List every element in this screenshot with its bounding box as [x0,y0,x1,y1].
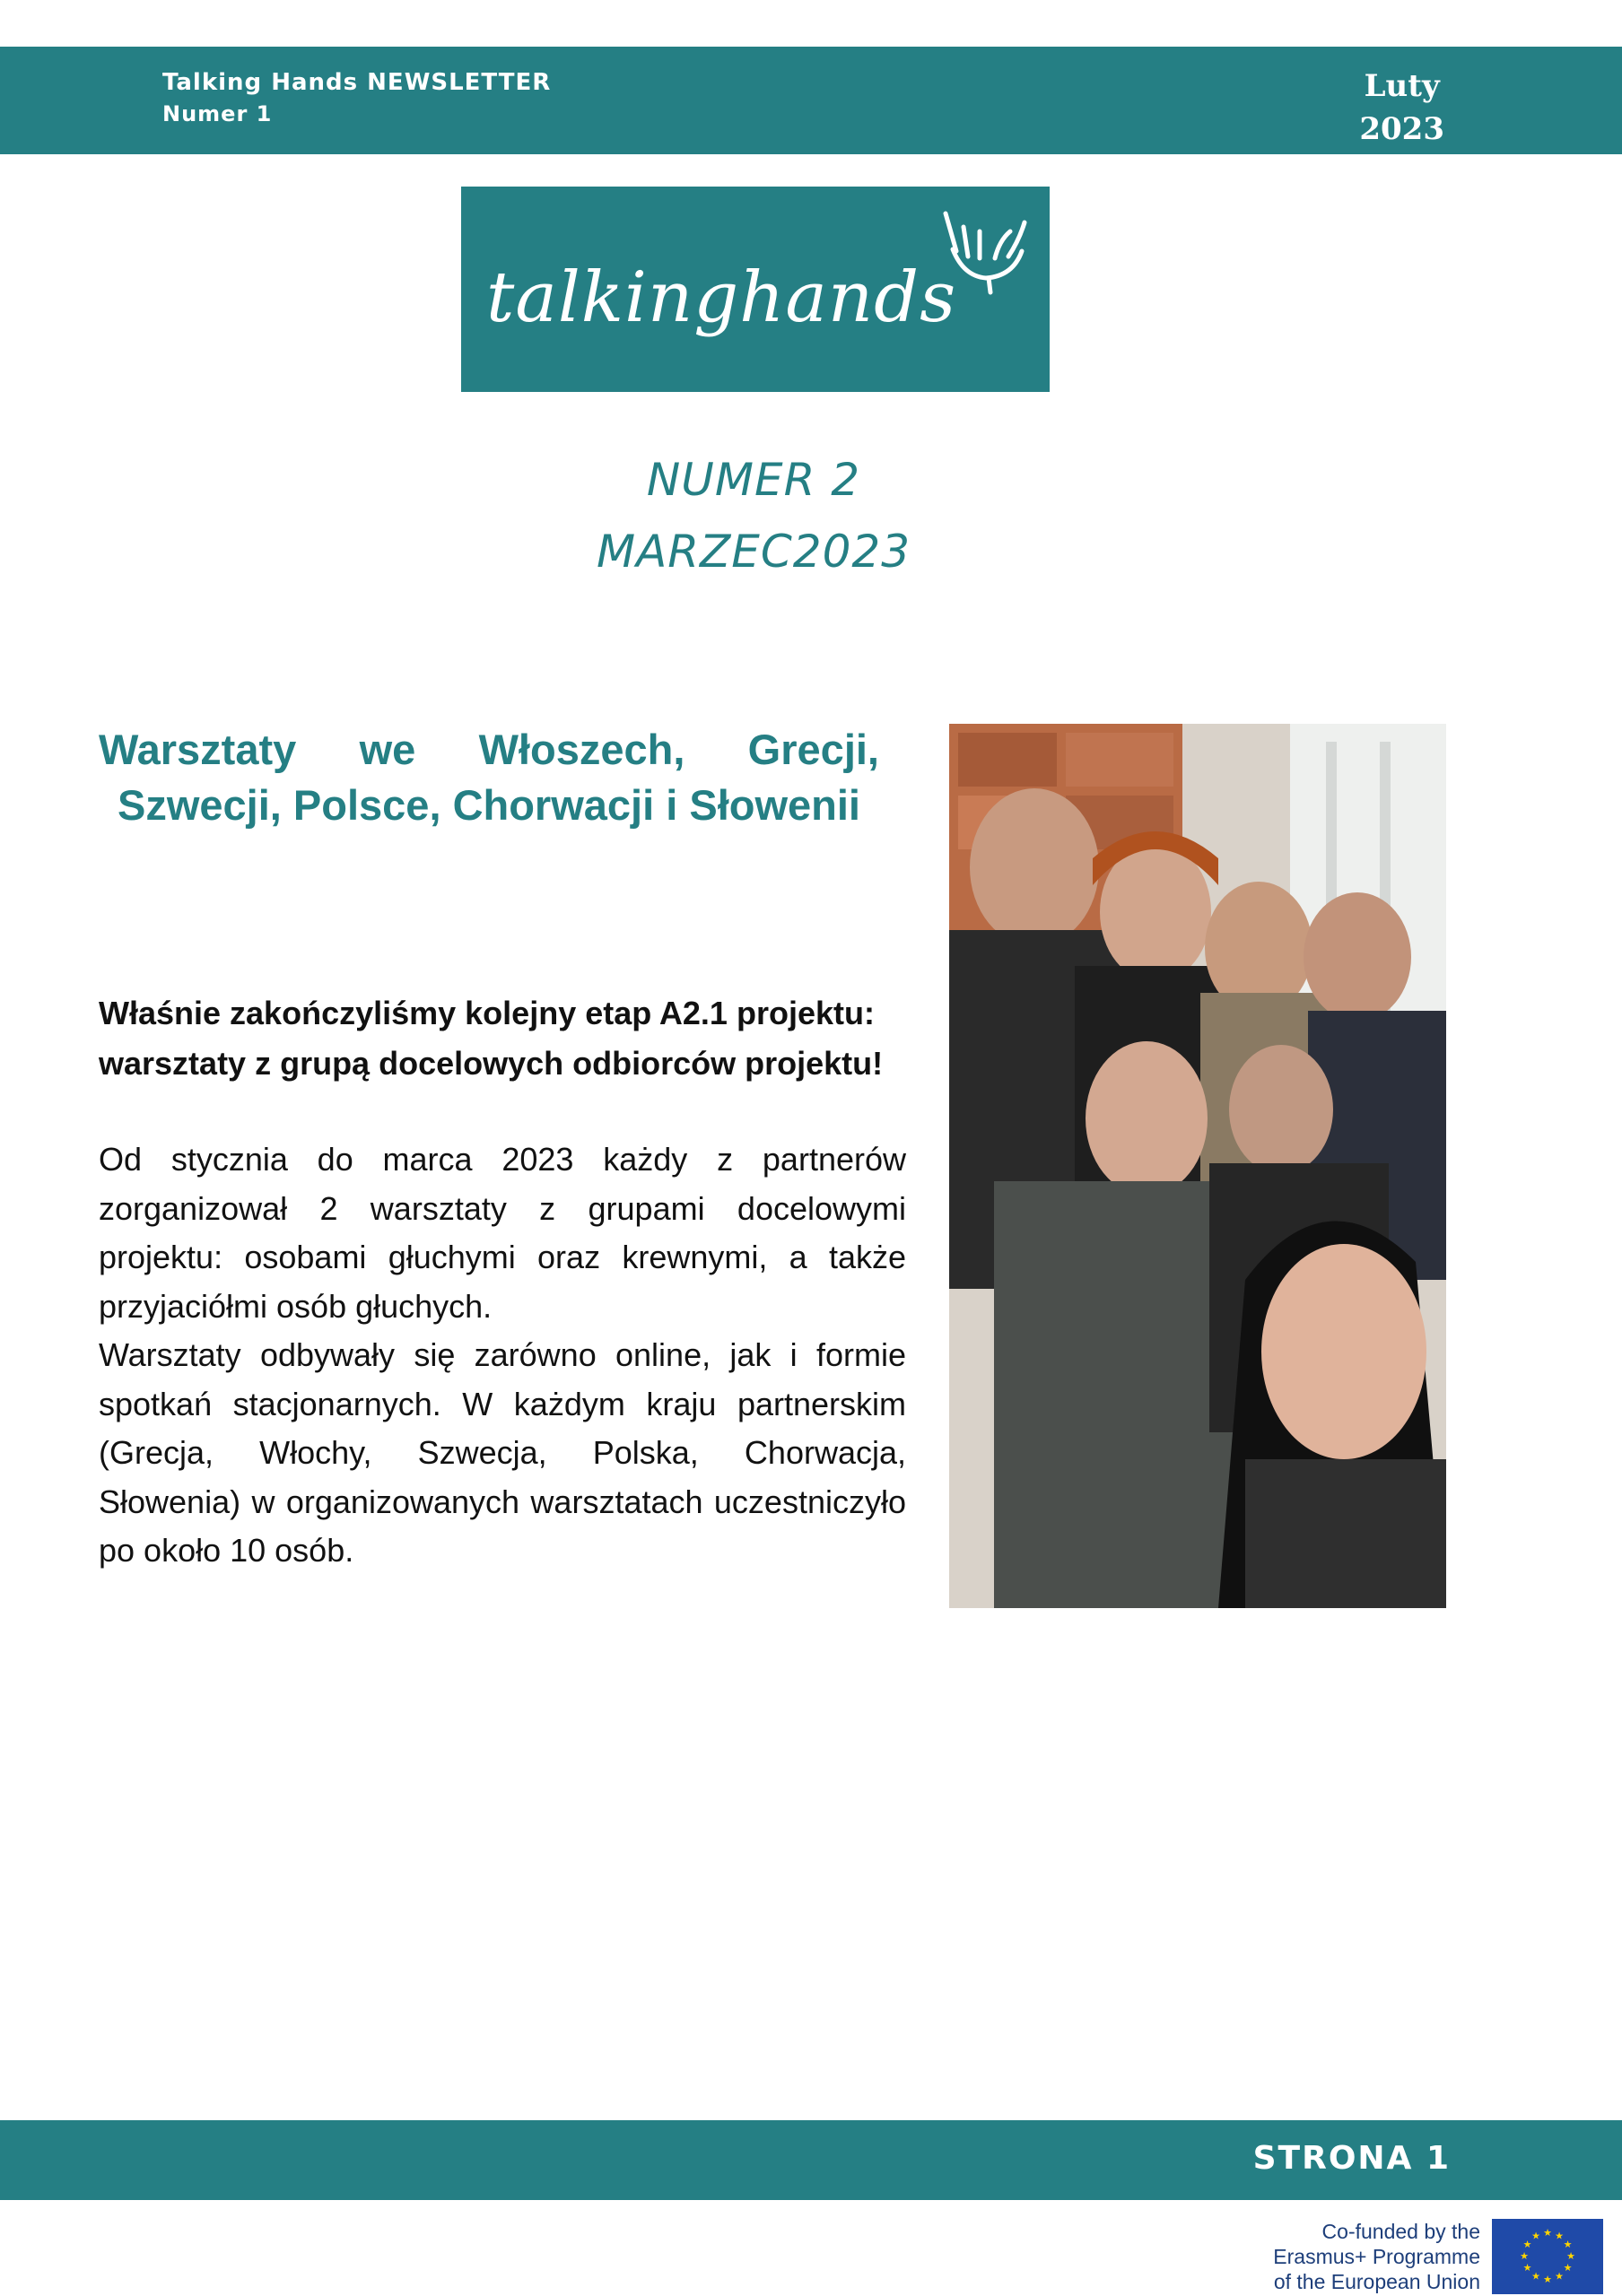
heading-line-2: Szwecji, Polsce, Chorwacji i Słowenii [118,781,860,829]
page-label: STRONA 1 [1252,2140,1451,2177]
group-photo [949,724,1446,1608]
article-heading [99,722,879,833]
cofunded-line-2: Erasmus+ Programme [1273,2245,1480,2268]
header-month: Luty [1364,68,1440,104]
cofunded-text [1238,2219,1480,2294]
svg-text:★: ★ [1543,2274,1552,2285]
issue-date: MARZEC2023 [596,526,911,578]
lead-line-1: Właśnie zakończyliśmy kolejny etap A2.1 projektu: [99,995,875,1031]
header-bar [0,47,1622,154]
svg-text:★: ★ [1531,2230,1540,2242]
footer-bar [0,2120,1622,2200]
logo-graphic [461,187,1050,392]
svg-text:★: ★ [1520,2250,1529,2262]
issue-number: NUMER 2 [646,454,861,506]
svg-text:★: ★ [1522,2239,1532,2250]
group-photo-illustration [949,724,1446,1608]
svg-text:★: ★ [1563,2239,1573,2250]
header-date [1359,65,1444,151]
article-body [99,1135,906,1576]
svg-text:★: ★ [1563,2262,1573,2274]
newsletter-title: Talking Hands NEWSLETTER [162,69,552,96]
logo-text: talkinghands [486,257,957,338]
svg-text:★: ★ [1566,2250,1575,2262]
svg-text:★: ★ [1522,2262,1532,2274]
svg-text:★: ★ [1555,2270,1564,2283]
article-lead [99,988,906,1089]
lead-line-2: warsztaty z grupą docelowych odbiorców projektu! [99,1045,884,1082]
issue-label: Numer 1 [162,101,273,126]
paragraph-2: Warsztaty odbywały się zarówno online, jak i formie spotkań stacjonarnych. W każdym kraju partnerskim (Grecja, Włochy, Szwecja, Polska, Chorwacja, Słowenia) w organizowanych warsztatach uczestniczyło po około 10 osób. [99,1336,906,1569]
cofunded-line-1: Co-funded by the [1321,2220,1480,2243]
header-left [162,66,551,129]
talkinghands-logo [461,187,1050,392]
svg-text:★: ★ [1531,2270,1540,2283]
eu-flag-icon [1492,2219,1603,2294]
sign-language-hand-icon [946,213,1025,292]
paragraph-1: Od stycznia do marca 2023 każdy z partnerów zorganizował 2 warsztaty z grupami docelowymi projektu: osobami głuchymi oraz krewnymi, a także przyjaciółmi osób głuchych. [99,1141,906,1325]
heading-line-1: Warsztaty we Włoszech, Grecji, [99,726,879,773]
svg-text:★: ★ [1543,2227,1552,2239]
cofunded-line-3: of the European Union [1273,2270,1480,2293]
svg-text:★: ★ [1555,2230,1564,2242]
header-year: 2023 [1359,111,1444,147]
issue-block [0,444,1507,587]
